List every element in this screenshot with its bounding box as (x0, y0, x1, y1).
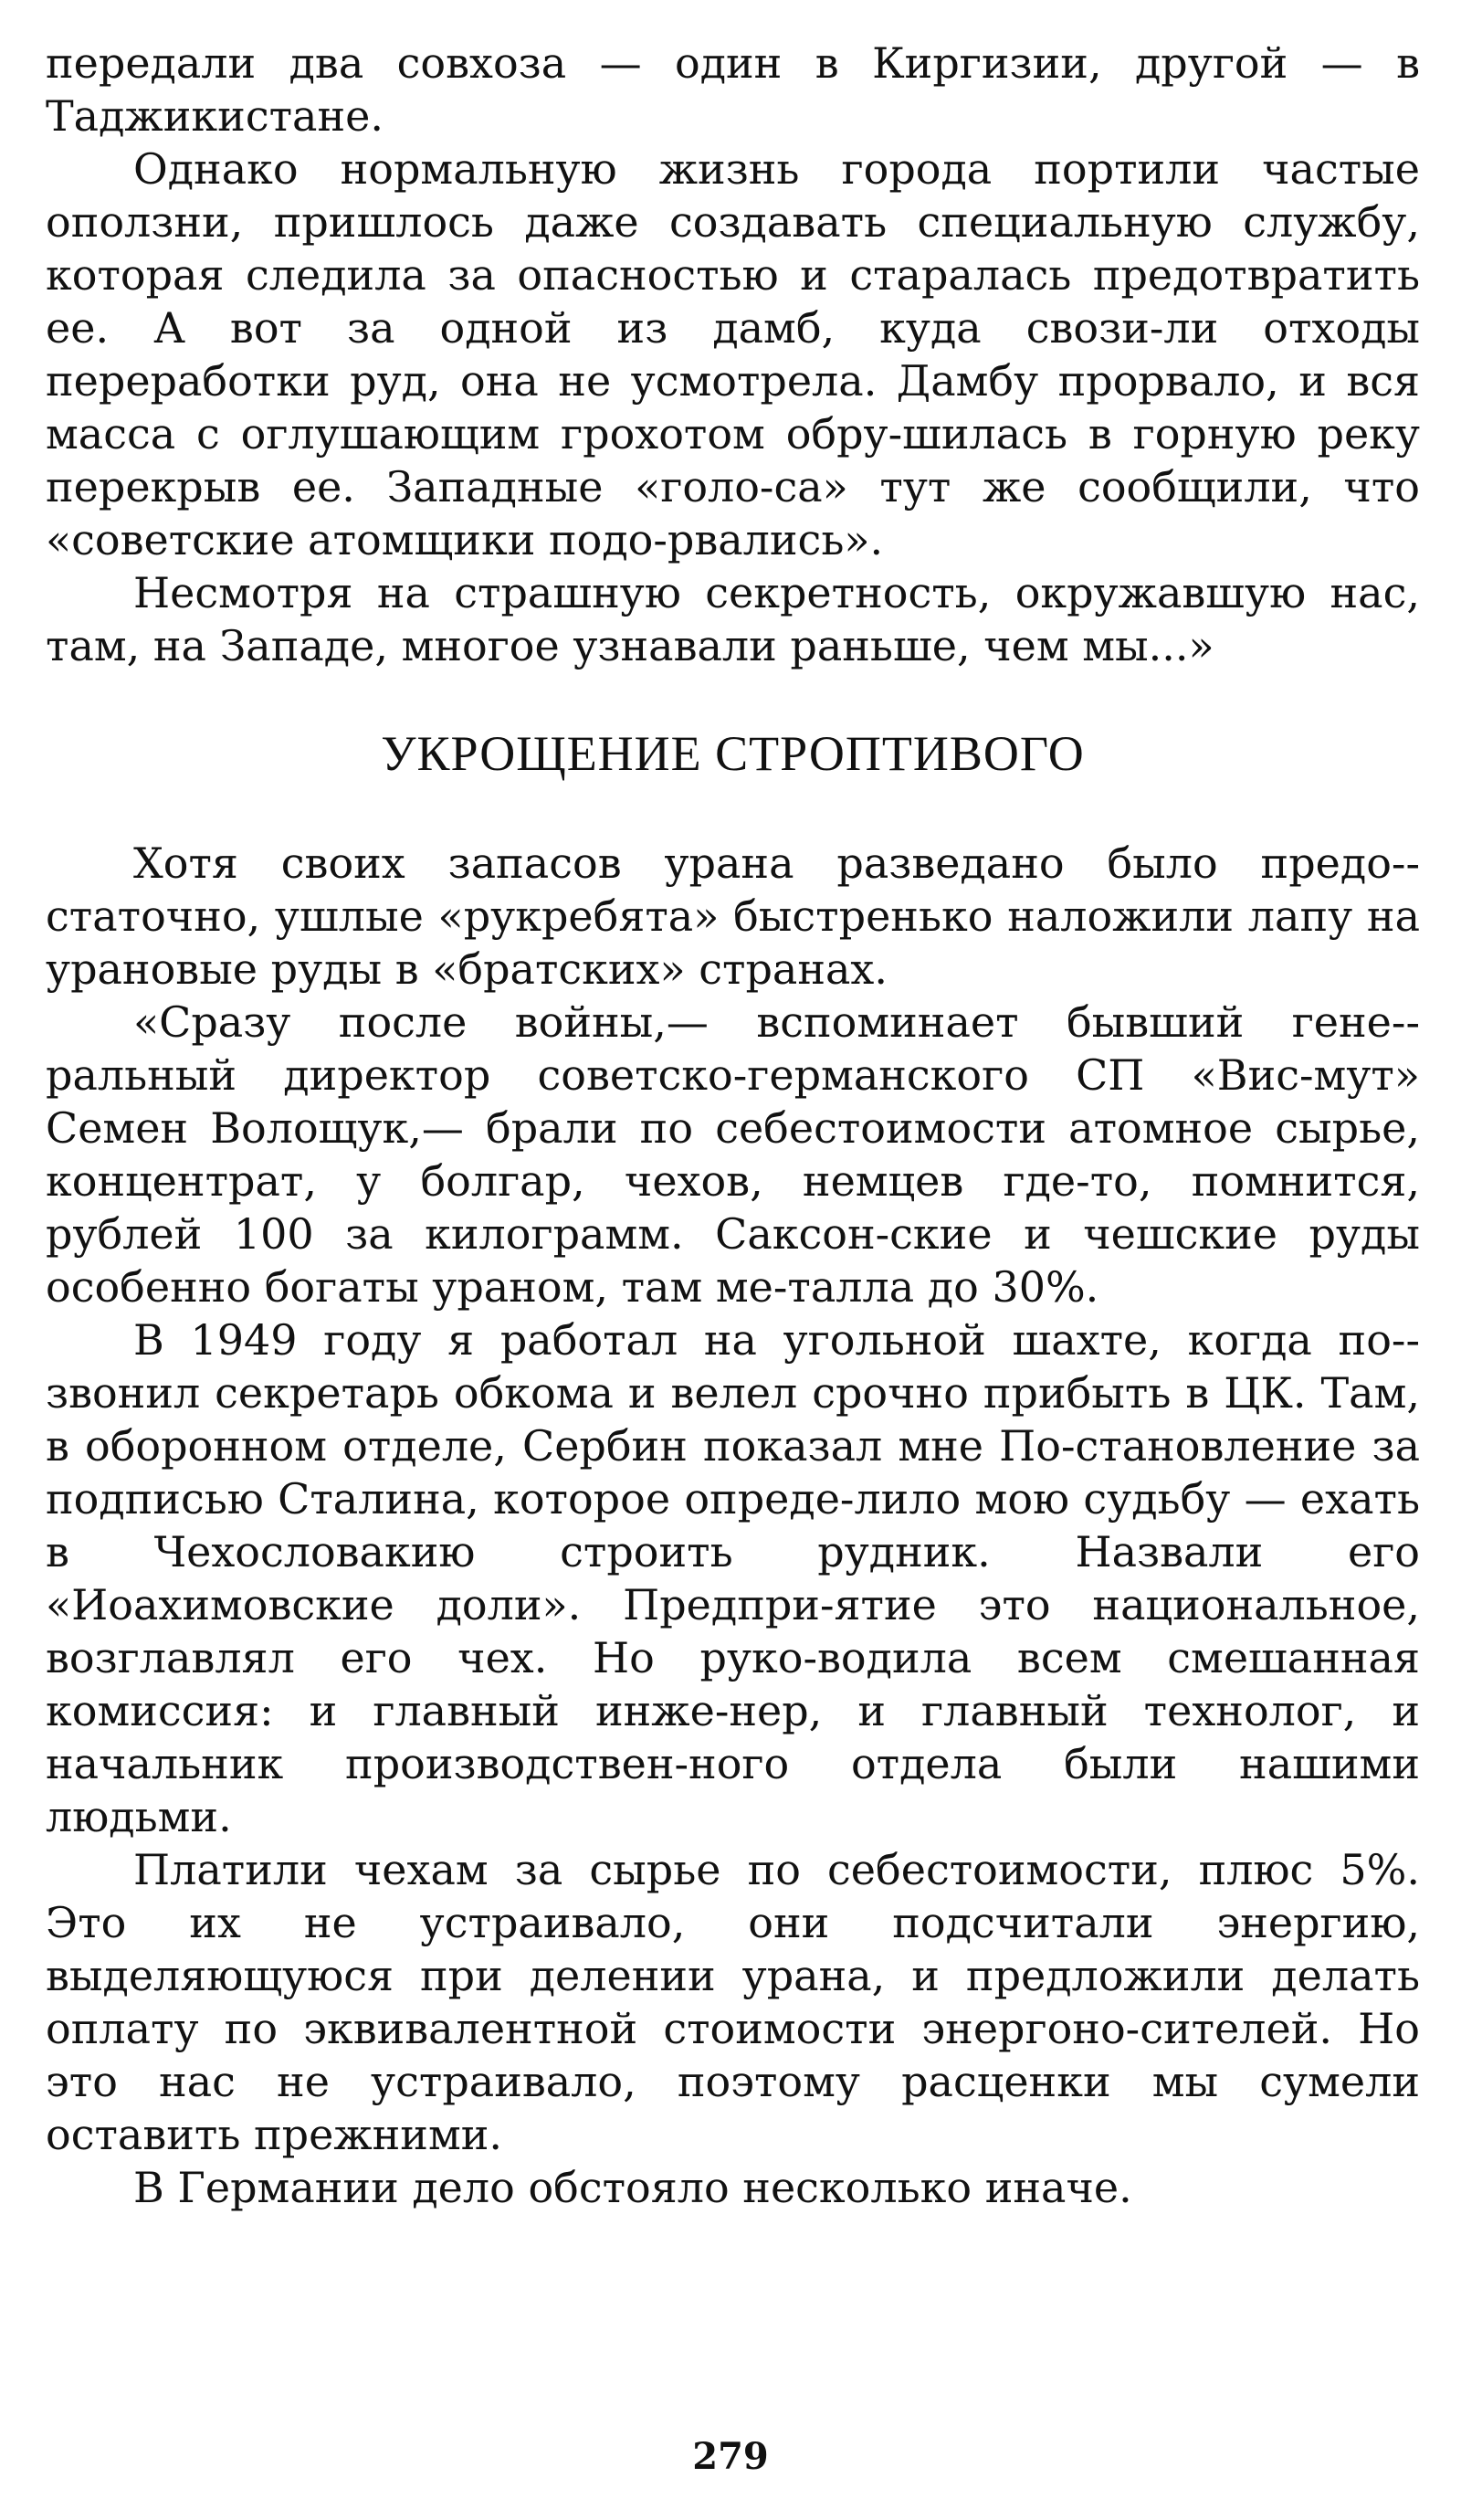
paragraph-1949: В 1949 году я работал на угольной шахте, когда по-звонил секретарь обкома и велел срочно прибыть в ЦК. Там, в оборонном отделе, Сербин показал мне По-становление за подписью Сталина, которое опреде-лило мою судьбу — ехать в Чехословакию строить рудник. Назвали его «Иоахимовские доли». Предпри-ятие это национальное, возглавлял его чех. Но руко-водила всем смешанная комиссия: и главный инже-нер, и главный технолог, и начальник производствен-ного отдела были нашими людьми. (46, 1315, 1420, 1841)
paragraph-uranium-reserves: Хотя своих запасов урана разведано было предо-статочно, ушлые «рукребята» быстренько наложили лапу на урановые руды в «братских» странах. (46, 838, 1420, 994)
paragraph-continuation: передали два совхоза — один в Киргизии, другой — в Таджикистане. (46, 38, 1420, 141)
paragraph-voloshchuk-quote: «Сразу после войны,— вспоминает бывший гене-ральный директор советско-германского СП «Вис-мут» Семен Волощук,— брали по себестоимости атомное сырье, концентрат, у болгар, чехов, немцев где-то, помнится, рублей 100 за килограмм. Саксон-ские и чешские руды особенно богаты ураном, там ме-талла до 30%. (46, 997, 1420, 1312)
book-page-text (46, 37, 1420, 2214)
page-number: 279 (692, 2435, 769, 2478)
paragraph-payment: Платили чехам за сырье по себестоимости, плюс 5%. Это их не устраивало, они подсчитали энергию, выделяющуюся при делении урана, и предложили делать оплату по эквивалентной стоимости энергоно-сителей. Но это нас не устраивало, поэтому расценки мы сумели оставить прежними. (46, 1845, 1420, 2159)
paragraph-landslides: Однако нормальную жизнь города портили частые оползни, пришлось даже создавать специальную службу, которая следила за опасностью и старалась предотвратить ее. А вот за одной из дамб, куда свози-ли отходы переработки руд, она не усмотрела. Дамбу прорвало, и вся масса с оглушающим грохотом обру-шилась в горную реку перекрыв ее. Западные «голо-са» тут же сообщили, что «советские атомщики подо-рвались». (46, 144, 1420, 564)
paragraph-germany: В Германии дело обстояло несколько иначе. (133, 2163, 1132, 2212)
section-heading: УКРОЩЕНИЕ СТРОПТИВОГО (381, 726, 1085, 781)
paragraph-secrecy: Несмотря на страшную секретность, окружавшую нас, там, на Западе, многое узнавали раньше, чем мы...» (46, 568, 1420, 670)
